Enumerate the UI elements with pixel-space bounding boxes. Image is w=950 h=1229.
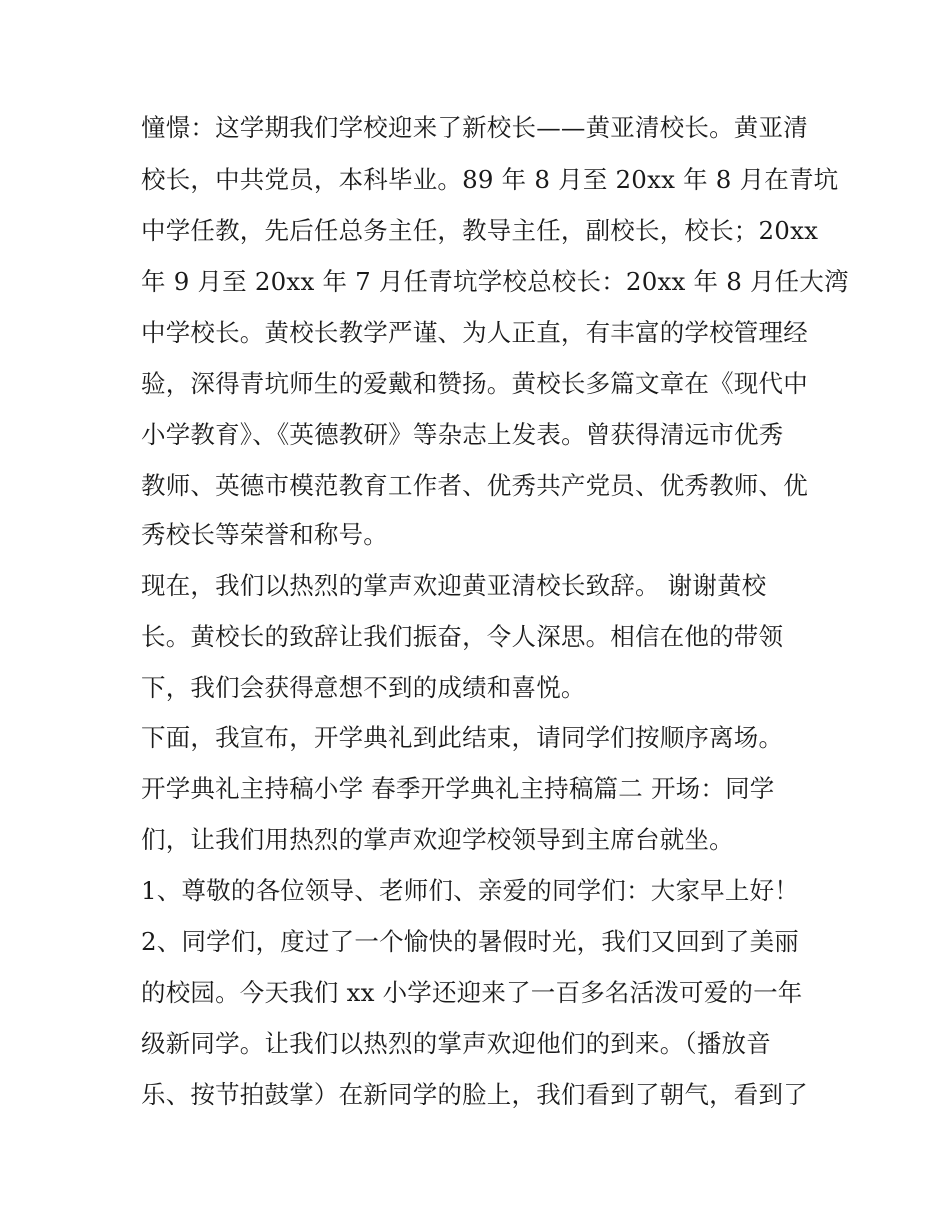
text-line: 校长，中共党员，本科毕业。89 年 8 月至 20xx 年 8 月在青坑 xyxy=(141,165,839,194)
text-line: 2、同学们，度过了一个愉快的暑假时光，我们又回到了美丽 xyxy=(141,927,799,956)
text-line: 长。黄校长的致辞让我们振奋，令人深思。相信在他的带领 xyxy=(141,622,784,651)
text-line: 秀校长等荣誉和称号。 xyxy=(141,520,388,549)
text-line: 乐、按节拍鼓掌）在新同学的脸上，我们看到了朝气，看到了 xyxy=(141,1080,808,1109)
text-line: 现在，我们以热烈的掌声欢迎黄亚清校长致辞。 谢谢黄校 xyxy=(141,571,767,600)
text-line: 中学任教，先后任总务主任，教导主任，副校长，校长；20xx xyxy=(141,216,819,245)
text-line: 1、尊敬的各位领导、老师们、亲爱的同学们：大家早上好！ xyxy=(141,876,799,905)
text-line: 下，我们会获得意想不到的成绩和喜悦。 xyxy=(141,673,586,702)
text-line: 们，让我们用热烈的掌声欢迎学校领导到主席台就坐。 xyxy=(141,825,734,854)
text-line: 下面，我宣布，开学典礼到此结束，请同学们按顺序离场。 xyxy=(141,723,784,752)
text-line: 年 9 月至 20xx 年 7 月任青坑学校总校长：20xx 年 8 月任大湾 xyxy=(141,267,849,296)
text-line: 开学典礼主持稿小学 春季开学典礼主持稿篇二 开场：同学 xyxy=(141,774,775,803)
text-line: 小学教育》、《英德教研》等杂志上发表。曾获得清远市优秀 xyxy=(141,420,784,449)
text-line: 教师、英德市模范教育工作者、优秀共产党员、优秀教师、优 xyxy=(141,471,808,500)
text-line: 验，深得青坑师生的爱戴和赞扬。黄校长多篇文章在《现代中 xyxy=(141,369,808,398)
text-line: 憧憬：这学期我们学校迎来了新校长——黄亚清校长。黄亚清 xyxy=(141,113,808,142)
text-line: 中学校长。黄校长教学严谨、为人正直，有丰富的学校管理经 xyxy=(141,318,808,347)
text-line: 级新同学。让我们以热烈的掌声欢迎他们的到来。（播放音 xyxy=(141,1029,771,1058)
text-line: 的校园。今天我们 xx 小学还迎来了一百多名活泼可爱的一年 xyxy=(141,978,803,1007)
